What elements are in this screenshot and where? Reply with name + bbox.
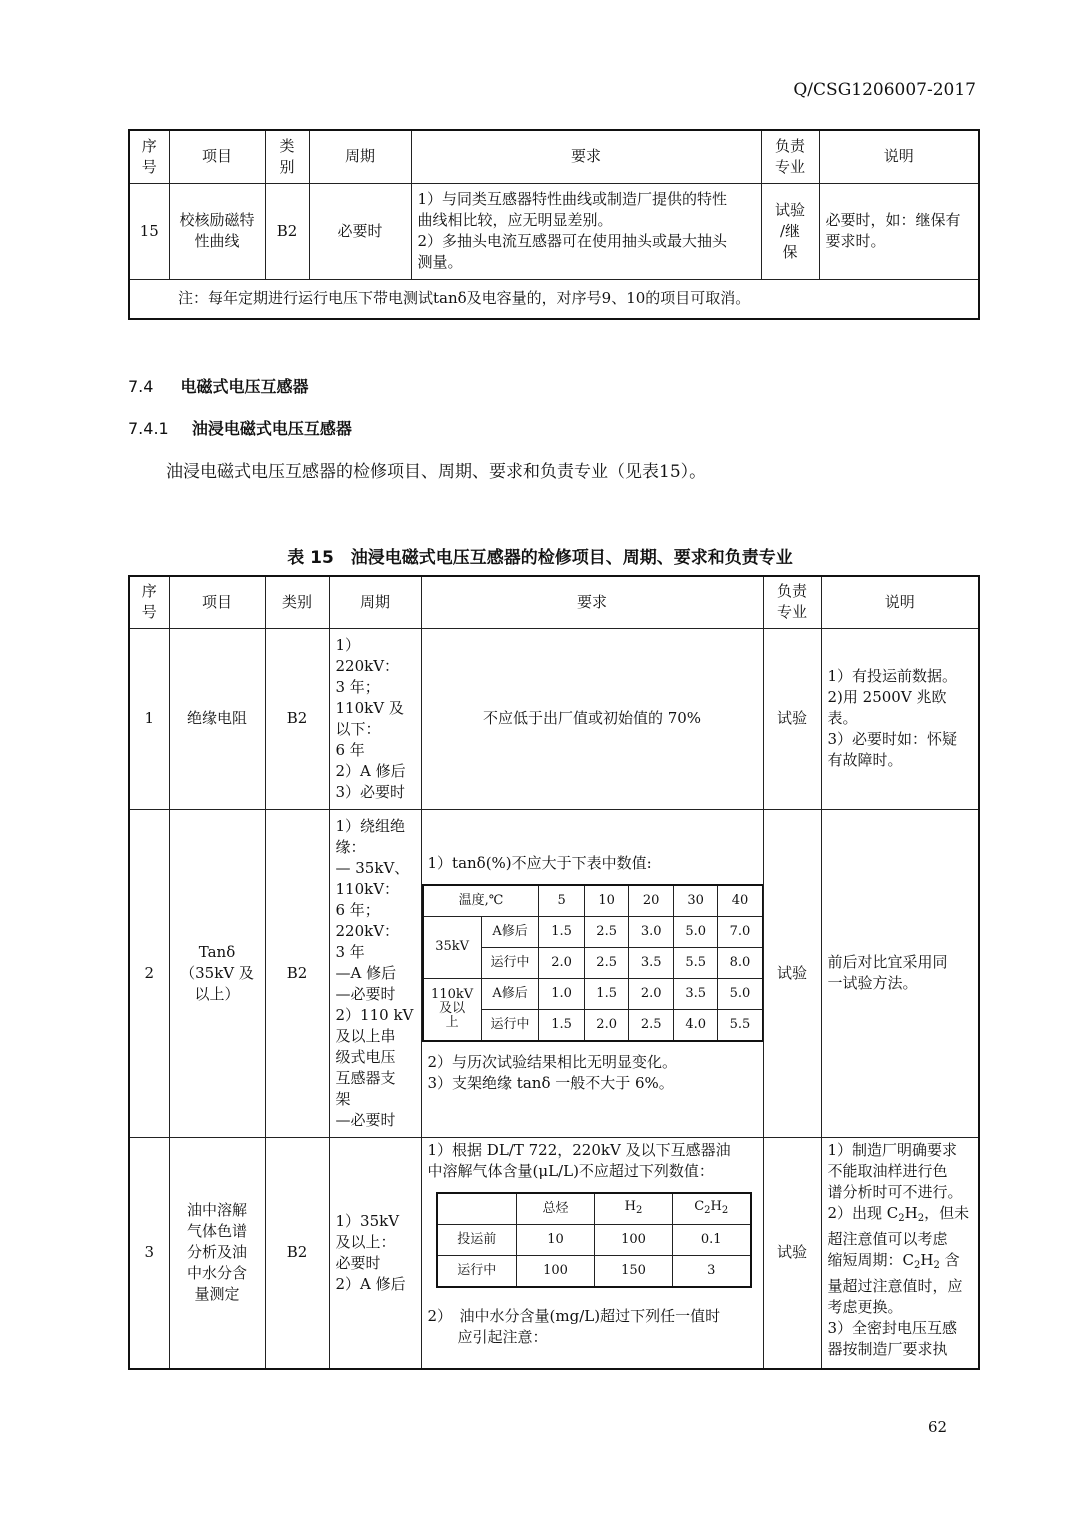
row-responsible: 试验 <box>763 628 821 809</box>
value-cell: 0.1 <box>673 1224 751 1255</box>
value-cell: 3.5 <box>629 947 674 978</box>
state-label: 运行中 <box>481 1009 539 1041</box>
value-cell: 100 <box>517 1255 595 1287</box>
row-responsible: 试验 <box>763 809 821 1137</box>
section-number: 7.4 <box>128 377 154 396</box>
temp-value: 10 <box>584 885 629 917</box>
col-header-requirement: 要求 <box>421 576 763 628</box>
row-category: B2 <box>265 1137 329 1369</box>
row-period: 必要时 <box>309 183 411 279</box>
req-after: 2） 油中水分含量(mg/L)超过下列任一值时 应引起注意： <box>427 1306 721 1346</box>
value-cell: 150 <box>595 1255 673 1287</box>
col-header-seq: 序 号 <box>129 576 169 628</box>
col-header-responsible: 负责 专业 <box>763 576 821 628</box>
value-cell: 7.0 <box>718 916 763 947</box>
row-item: 校核励磁特 性曲线 <box>169 183 265 279</box>
value-cell: 3.0 <box>629 916 674 947</box>
row-note: 前后对比宜采用同 一试验方法。 <box>821 809 979 1137</box>
value-cell: 2.0 <box>584 1009 629 1041</box>
row-period: 1）35kV 及以上： 必要时 2）A 修后 <box>329 1137 421 1369</box>
note-line: 缩短周期：$C_2H_2$ 含 <box>827 1250 960 1271</box>
value-cell: 3.5 <box>673 978 718 1009</box>
value-cell: 10 <box>517 1224 595 1255</box>
note-line: 器按制造厂要求执 <box>827 1339 948 1358</box>
value-cell: 2.0 <box>539 947 585 978</box>
col-header-period: 周期 <box>329 576 421 628</box>
row-requirement <box>421 1137 763 1369</box>
gas-row-label: 运行中 <box>437 1255 517 1287</box>
voltage-group-35kv: 35kV <box>423 916 482 978</box>
row-item: 绝缘电阻 <box>169 628 265 809</box>
note-line: 1）制造厂明确要求 <box>827 1140 958 1159</box>
row-requirement: 不应低于出厂值或初始值的 70% <box>421 628 763 809</box>
row-note <box>821 1137 979 1369</box>
note-line: 超注意值可以考虑 <box>827 1229 948 1248</box>
table-note: 注：每年定期进行运行电压下带电测试tanδ及电容量的，对序号9、10的项目可取消。 <box>129 279 979 319</box>
gas-corner <box>437 1193 517 1225</box>
note-line: 不能取油样进行色 <box>827 1161 948 1180</box>
col-header-category: 类别 <box>265 576 329 628</box>
row-period: 1） 220kV： 3 年； 110kV 及 以下： 6 年 2）A 修后 3）必要时 <box>329 628 421 809</box>
temp-value: 5 <box>539 885 585 917</box>
value-cell: 2.5 <box>629 1009 674 1041</box>
value-cell: 1.5 <box>584 978 629 1009</box>
row-requirement <box>421 809 763 1137</box>
intro-paragraph: 油浸电磁式电压互感器的检修项目、周期、要求和负责专业（见表15）。 <box>166 462 707 482</box>
value-cell: 2.5 <box>584 947 629 978</box>
value-cell: 5.0 <box>718 978 763 1009</box>
row-item: 油中溶解 气体色谱 分析及油 中水分含 量测定 <box>169 1137 265 1369</box>
value-cell: 3 <box>673 1255 751 1287</box>
note-line: 量超过注意值时，应 <box>827 1276 963 1295</box>
req-intro: 1）根据 DL/T 722，220kV 及以下互感器油 中溶解气体含量(μL/L)不应超过下列数值： <box>427 1140 731 1180</box>
col-header-period: 周期 <box>309 130 411 183</box>
row-seq: 1 <box>129 628 169 809</box>
table-15 <box>128 575 980 1370</box>
table-row <box>129 809 979 1137</box>
value-cell: 1.5 <box>539 1009 585 1041</box>
row-seq: 3 <box>129 1137 169 1369</box>
value-cell: 1.5 <box>539 916 585 947</box>
value-cell: 2.5 <box>584 916 629 947</box>
continuation-table <box>128 129 980 320</box>
temp-value: 20 <box>629 885 674 917</box>
req-intro: 1）tanδ(%)不应大于下表中数值: <box>427 853 652 872</box>
value-cell: 5.5 <box>673 947 718 978</box>
gas-col-header: $C_2H_2$ <box>673 1193 751 1225</box>
note-line: 谱分析时可不进行。 <box>827 1182 963 1201</box>
col-header-requirement: 要求 <box>411 130 761 183</box>
row-requirement: 1）与同类互感器特性曲线或制造厂提供的特性 曲线相比较，应无明显差别。 2）多抽头电流互感器可在使用抽头或最大抽头 测量。 <box>411 183 761 279</box>
gas-col-header: 总烃 <box>517 1193 595 1225</box>
temp-label: 温度,℃ <box>423 885 539 917</box>
value-cell: 100 <box>595 1224 673 1255</box>
row-responsible: 试验 /继 保 <box>761 183 819 279</box>
req-after: 2）与历次试验结果相比无明显变化。 3）支架绝缘 tanδ 一般不大于 6%。 <box>427 1052 678 1092</box>
table-15-title: 表 15 油浸电磁式电压互感器的检修项目、周期、要求和负责专业 <box>287 548 793 568</box>
table-row <box>129 1137 979 1369</box>
row-period: 1）绕组绝 缘： — 35kV、 110kV： 6 年； 220kV： 3 年 —A 修后 —必要时 2）110 kV 及以上串 级式电压 互感器支 架 —必要时 <box>329 809 421 1137</box>
value-cell: 8.0 <box>718 947 763 978</box>
col-header-note: 说明 <box>819 130 979 183</box>
value-cell: 1.0 <box>539 978 585 1009</box>
note-line: 2）出现 $C_2H_2$，但未 <box>827 1203 970 1224</box>
col-header-category: 类 别 <box>265 130 309 183</box>
row-note: 必要时，如：继保有 要求时。 <box>819 183 979 279</box>
table-row <box>129 628 979 809</box>
state-label: A修后 <box>481 978 539 1009</box>
value-cell: 4.0 <box>673 1009 718 1041</box>
section-7-4-1-heading <box>128 416 352 439</box>
temp-value: 40 <box>718 885 763 917</box>
gas-row-label: 投运前 <box>437 1224 517 1255</box>
note-line: 3）全密封电压互感 <box>827 1318 958 1337</box>
state-label: 运行中 <box>481 947 539 978</box>
voltage-group-110kv: 110kV 及以 上 <box>423 978 482 1041</box>
gas-content-table <box>436 1192 752 1288</box>
col-header-item: 项目 <box>169 130 265 183</box>
document-code: Q/CSG1206007-2017 <box>793 80 976 100</box>
row-responsible: 试验 <box>763 1137 821 1369</box>
col-header-note: 说明 <box>821 576 979 628</box>
row-item: Tanδ （35kV 及 以上） <box>169 809 265 1137</box>
row-seq: 15 <box>129 183 169 279</box>
temp-value: 30 <box>673 885 718 917</box>
tan-delta-table <box>422 884 764 1042</box>
page-number: 62 <box>928 1418 948 1436</box>
section-title: 油浸电磁式电压互感器 <box>191 419 352 438</box>
row-category: B2 <box>265 183 309 279</box>
section-title: 电磁式电压互感器 <box>180 377 309 396</box>
col-header-seq: 序 号 <box>129 130 169 183</box>
row-category: B2 <box>265 628 329 809</box>
col-header-item: 项目 <box>169 576 265 628</box>
gas-col-header: $H_2$ <box>595 1193 673 1225</box>
row-category: B2 <box>265 809 329 1137</box>
row-seq: 2 <box>129 809 169 1137</box>
note-line: 考虑更换。 <box>827 1297 903 1316</box>
value-cell: 2.0 <box>629 978 674 1009</box>
state-label: A修后 <box>481 916 539 947</box>
section-number: 7.4.1 <box>128 419 169 438</box>
value-cell: 5.0 <box>673 916 718 947</box>
value-cell: 5.5 <box>718 1009 763 1041</box>
col-header-responsible: 负责 专业 <box>761 130 819 183</box>
section-7-4-heading <box>128 374 309 397</box>
row-note: 1）有投运前数据。 2)用 2500V 兆欧表。 3）必要时如：怀疑 有故障时。 <box>821 628 979 809</box>
